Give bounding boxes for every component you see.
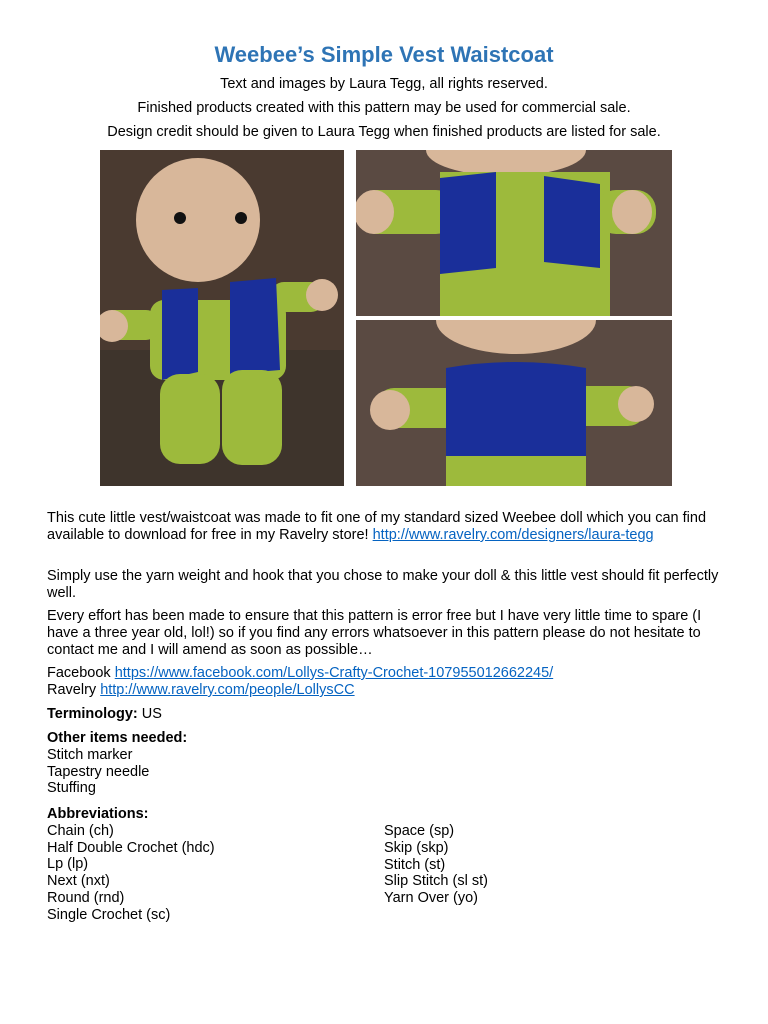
credit-line-rights: Text and images by Laura Tegg, all rights reserved. [220, 76, 548, 92]
list-item: Half Double Crochet (hdc) [47, 839, 215, 856]
list-item: Tapestry needle [47, 763, 150, 780]
list-item: Stitch (st) [384, 856, 446, 873]
intro-text: This cute little vest/waistcoat was made to fit one of my standard sized Weebee doll which you can find available to download for free in my Ravelry store! [47, 510, 707, 543]
photo-vest-back [356, 320, 672, 486]
list-item: Yarn Over (yo) [384, 890, 479, 907]
ravelry-profile-link[interactable]: http://www.ravelry.com/people/LollysCC [100, 682, 355, 698]
list-item: Single Crochet (sc) [47, 906, 171, 923]
ravelry-line [47, 682, 727, 699]
list-item: Stuffing [47, 780, 96, 797]
credit-line-design: Design credit should be given to Laura Tegg when finished products are listed for sale. [107, 124, 661, 140]
list-item: Next (nxt) [47, 873, 110, 890]
ravelry-label: Ravelry [47, 682, 101, 698]
other-items-section [47, 730, 187, 797]
photo-vest-front [356, 150, 672, 316]
list-item: Space (sp) [384, 823, 455, 839]
credit-line-commercial: Finished products created with this pattern may be used for commercial sale. [137, 100, 631, 116]
abbreviations-heading: Abbreviations: [47, 806, 149, 822]
list-item: Chain (ch) [47, 822, 114, 839]
error-note: Every effort has been made to ensure that this pattern is error free but I have very little time to spare (I have a three year old, lol!) so if you find any errors whatsoever in this pattern please do not hesitate to contact me and I will amend as soon as possible… [47, 608, 702, 658]
abbreviations-right-column [384, 823, 488, 907]
page-title: Weebee’s Simple Vest Waistcoat [214, 42, 554, 67]
terminology-label: Terminology: [47, 706, 138, 722]
list-item: Slip Stitch (sl st) [384, 873, 488, 890]
photo-doll-front [100, 150, 344, 486]
list-item: Stitch marker [47, 746, 133, 763]
list-item: Skip (skp) [384, 839, 449, 856]
facebook-link[interactable]: https://www.facebook.com/Lollys-Crafty-Crochet-107955012662245/ [114, 665, 554, 681]
facebook-line [47, 665, 727, 682]
facebook-label: Facebook [47, 665, 115, 681]
ravelry-designer-link[interactable]: http://www.ravelry.com/designers/laura-tegg [372, 527, 654, 543]
terminology-value: US [137, 706, 162, 722]
intro-paragraph [47, 510, 727, 544]
abbreviations-section [47, 806, 215, 924]
yarn-note: Simply use the yarn weight and hook that you chose to make your doll & this little vest should fit perfectly well. [47, 568, 719, 601]
list-item: Round (rnd) [47, 889, 125, 906]
other-items-heading: Other items needed: [47, 730, 188, 746]
terminology-line [47, 706, 727, 723]
list-item: Lp (lp) [47, 856, 89, 873]
